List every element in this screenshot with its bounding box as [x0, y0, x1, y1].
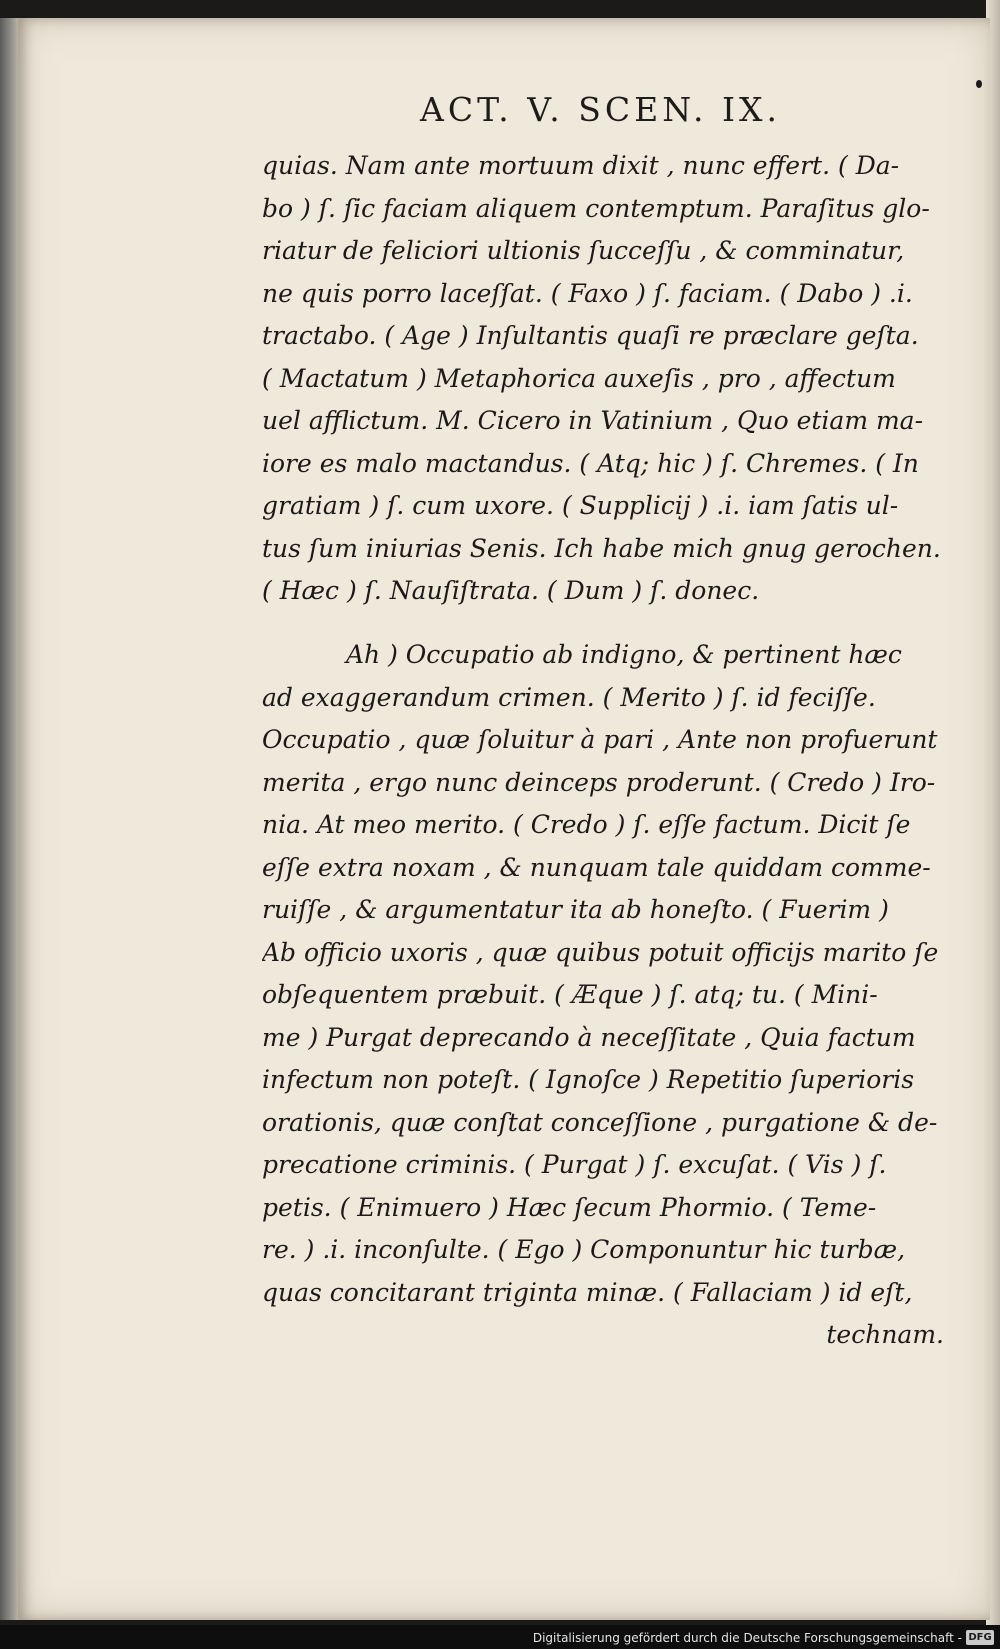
text-line: tus ſum iniurias Senis. Ich habe mich gnug gerochen.	[262, 533, 941, 563]
dfg-logo: DFG	[966, 1630, 994, 1645]
text-line: bo ) ſ. ſic faciam aliquem contemptum. Paraſitus glo-	[262, 193, 930, 223]
text-line: eſſe extra noxam , & nunquam tale quiddam comme-	[262, 852, 931, 882]
text-line: obſequentem præbuit. ( Æque ) ſ. atq; tu. ( Mini-	[262, 980, 878, 1009]
text-line: infectum non poteſt. ( Ignoſce ) Repetitio ſuperioris	[262, 1065, 915, 1094]
text-line: gratiam ) ſ. cum uxore. ( Supplicij ) .i. iam ſatis ul-	[262, 491, 899, 520]
digitization-footer	[0, 1625, 1000, 1649]
text-line: uel afflictum. M. Cicero in Vatinium , Quo etiam ma-	[262, 406, 924, 435]
text-line: quas concitarant triginta minæ. ( Fallaciam ) id eſt,	[262, 1277, 913, 1307]
text-line: riatur de feliciori ultionis ſucceſſu , & comminatur,	[262, 236, 905, 265]
commentary-paragraph-2	[262, 634, 944, 1357]
text-line: merita , ergo nunc deinceps proderunt. ( Credo ) Iro-	[262, 767, 936, 797]
text-line: petis. ( Enimuero ) Hæc ſecum Phormio. ( Teme-	[262, 1192, 877, 1222]
text-line: ne quis porro laceſſat. ( Faxo ) ſ. faciam. ( Dabo ) .i.	[262, 278, 913, 308]
catchword: technam.	[826, 1320, 944, 1349]
text-line-indented: Ah ) Occupatio ab indigno, & pertinent hæc	[346, 640, 902, 669]
text-line: me ) Purgat deprecando à neceſſitate , Quia factum	[262, 1022, 916, 1052]
text-line: Ab officio uxoris , quæ quibus potuit officijs marito ſe	[262, 937, 939, 967]
text-line: Occupatio , quæ ſoluitur à pari , Ante non profuerunt	[262, 725, 938, 754]
text-line: precatione criminis. ( Purgat ) ſ. excuſat. ( Vis ) ſ.	[262, 1150, 887, 1179]
text-line: ad exaggerandum crimen. ( Merito ) ſ. id feciſſe.	[262, 682, 876, 712]
text-line: nia. At meo merito. ( Credo ) ſ. eſſe factum. Dicit ſe	[262, 810, 911, 839]
text-line: iore es malo mactandus. ( Atq; hic ) ſ. Chremes. ( In	[262, 448, 919, 478]
commentary-paragraph-1	[262, 145, 944, 613]
text-line: ( Hæc ) ſ. Nauſiſtrata. ( Dum ) ſ. donec.	[262, 576, 760, 605]
text-line: tractabo. ( Age ) Inſultantis quaſi re præclare geſta.	[262, 321, 919, 350]
text-line: orationis, quæ conſtat conceſſione , purgatione & de-	[262, 1107, 938, 1137]
running-title: ACT. V. SCEN. IX.	[420, 90, 781, 129]
text-line: ( Mactatum ) Metaphorica auxeſis , pro , affectum	[262, 363, 896, 393]
text-line: re. ) .i. inconſulte. ( Ego ) Componuntur hic turbæ,	[262, 1235, 906, 1264]
text-line: ruiſſe , & argumentatur ita ab honeſto. ( Fuerim )	[262, 895, 889, 924]
ink-spot	[976, 80, 982, 88]
text-line: quias. Nam ante mortuum dixit , nunc effert. ( Da-	[262, 151, 900, 180]
funding-credit: Digitalisierung gefördert durch die Deutsche Forschungsgemeinschaft -	[532, 1631, 962, 1645]
